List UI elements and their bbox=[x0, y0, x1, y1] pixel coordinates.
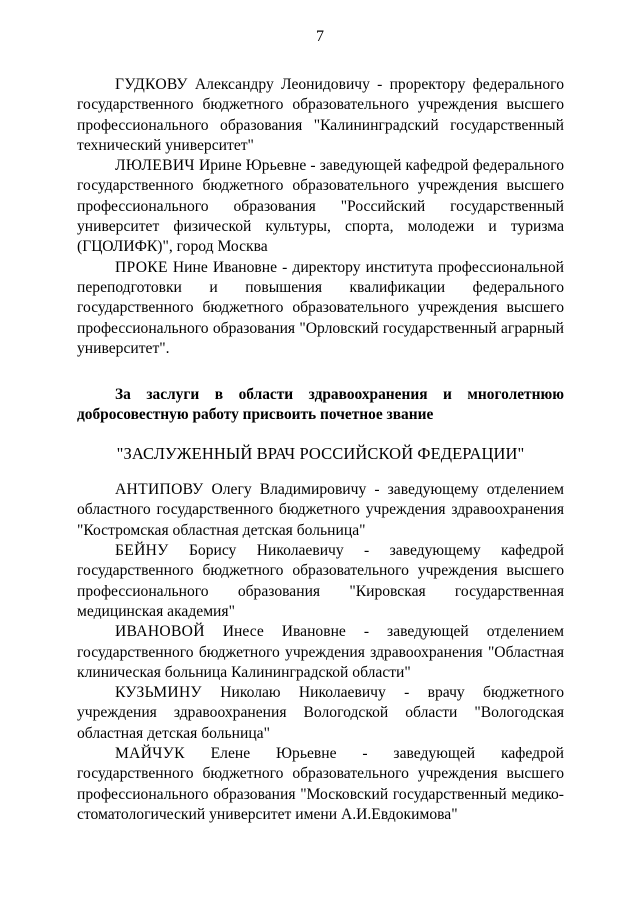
recipient-surname: БЕЙНУ bbox=[115, 542, 169, 560]
award-entry bbox=[77, 744, 564, 825]
award-entry bbox=[77, 541, 564, 622]
section-heading: За заслуги в области здравоохранения и многолетнюю добросовестную работу присвоить почетное звание bbox=[77, 386, 564, 424]
award-entry bbox=[77, 683, 564, 744]
award-entry bbox=[77, 622, 564, 683]
recipient-surname: ЛЮЛЕВИЧ bbox=[115, 157, 195, 175]
recipient-details: Николаю Николаевичу - врачу бюджетного учреждения здравоохранения Вологодской области "Вологодская областная детская больница" bbox=[77, 684, 564, 742]
award-title: "ЗАСЛУЖЕННЫЙ ВРАЧ РОССИЙСКОЙ ФЕДЕРАЦИИ" bbox=[116, 444, 525, 464]
award-entry bbox=[77, 75, 564, 156]
recipient-surname: ПРОКЕ bbox=[115, 258, 168, 276]
award-entry bbox=[77, 480, 564, 541]
recipient-surname: ГУДКОВУ bbox=[115, 76, 188, 93]
document-body bbox=[77, 75, 564, 825]
recipient-surname: КУЗЬМИНУ bbox=[115, 684, 202, 702]
award-entry bbox=[77, 258, 564, 359]
page-number: 7 bbox=[316, 28, 324, 45]
recipient-surname: АНТИПОВУ bbox=[115, 481, 204, 499]
recipient-details: Олегу Владимировичу - заведующему отделением областного государственного бюджетного учреждения здравоохранения "Костромская областная детская больница" bbox=[77, 481, 565, 539]
recipient-surname: МАЙЧУК bbox=[115, 745, 185, 763]
recipient-details: Елене Юрьевне - заведующей кафедрой государственного бюджетного образовательного учреждения высшего профессионального образования "Московский государственный медико-стоматологический университет имени А.И.Евдокимова" bbox=[77, 745, 564, 823]
recipient-details: Александру Леонидовичу - проректору федерального государственного бюджетного образовательного учреждения высшего профессионального образования "Калининградский государственный технический университет" bbox=[77, 76, 564, 154]
recipient-surname: ИВАНОВОЙ bbox=[115, 623, 205, 641]
recipient-details: Борису Николаевичу - заведующему кафедрой государственного бюджетного образовательного учреждения высшего профессионального образования "Кировская государственная медицинская академия" bbox=[77, 542, 564, 620]
recipient-details: Нине Ивановне - директору института профессиональной переподготовки и повышения квалификации федерального государственного бюджетного образовательного учреждения высшего профессионального образования "Орловский государственный аграрный университет". bbox=[77, 258, 564, 357]
recipient-details: Ирине Юрьевне - заведующей кафедрой федерального государственного бюджетного образовательного учреждения высшего профессионального образования "Российский государственный университет физической культуры, спорта, молодежи и туризма (ГЦОЛИФК)", город Москва bbox=[77, 157, 565, 256]
recipient-details: Инесе Ивановне - заведующей отделением государственного бюджетного учреждения здравоохранения "Областная клиническая больница Калининградской области" bbox=[77, 623, 564, 681]
award-entry bbox=[77, 156, 564, 257]
